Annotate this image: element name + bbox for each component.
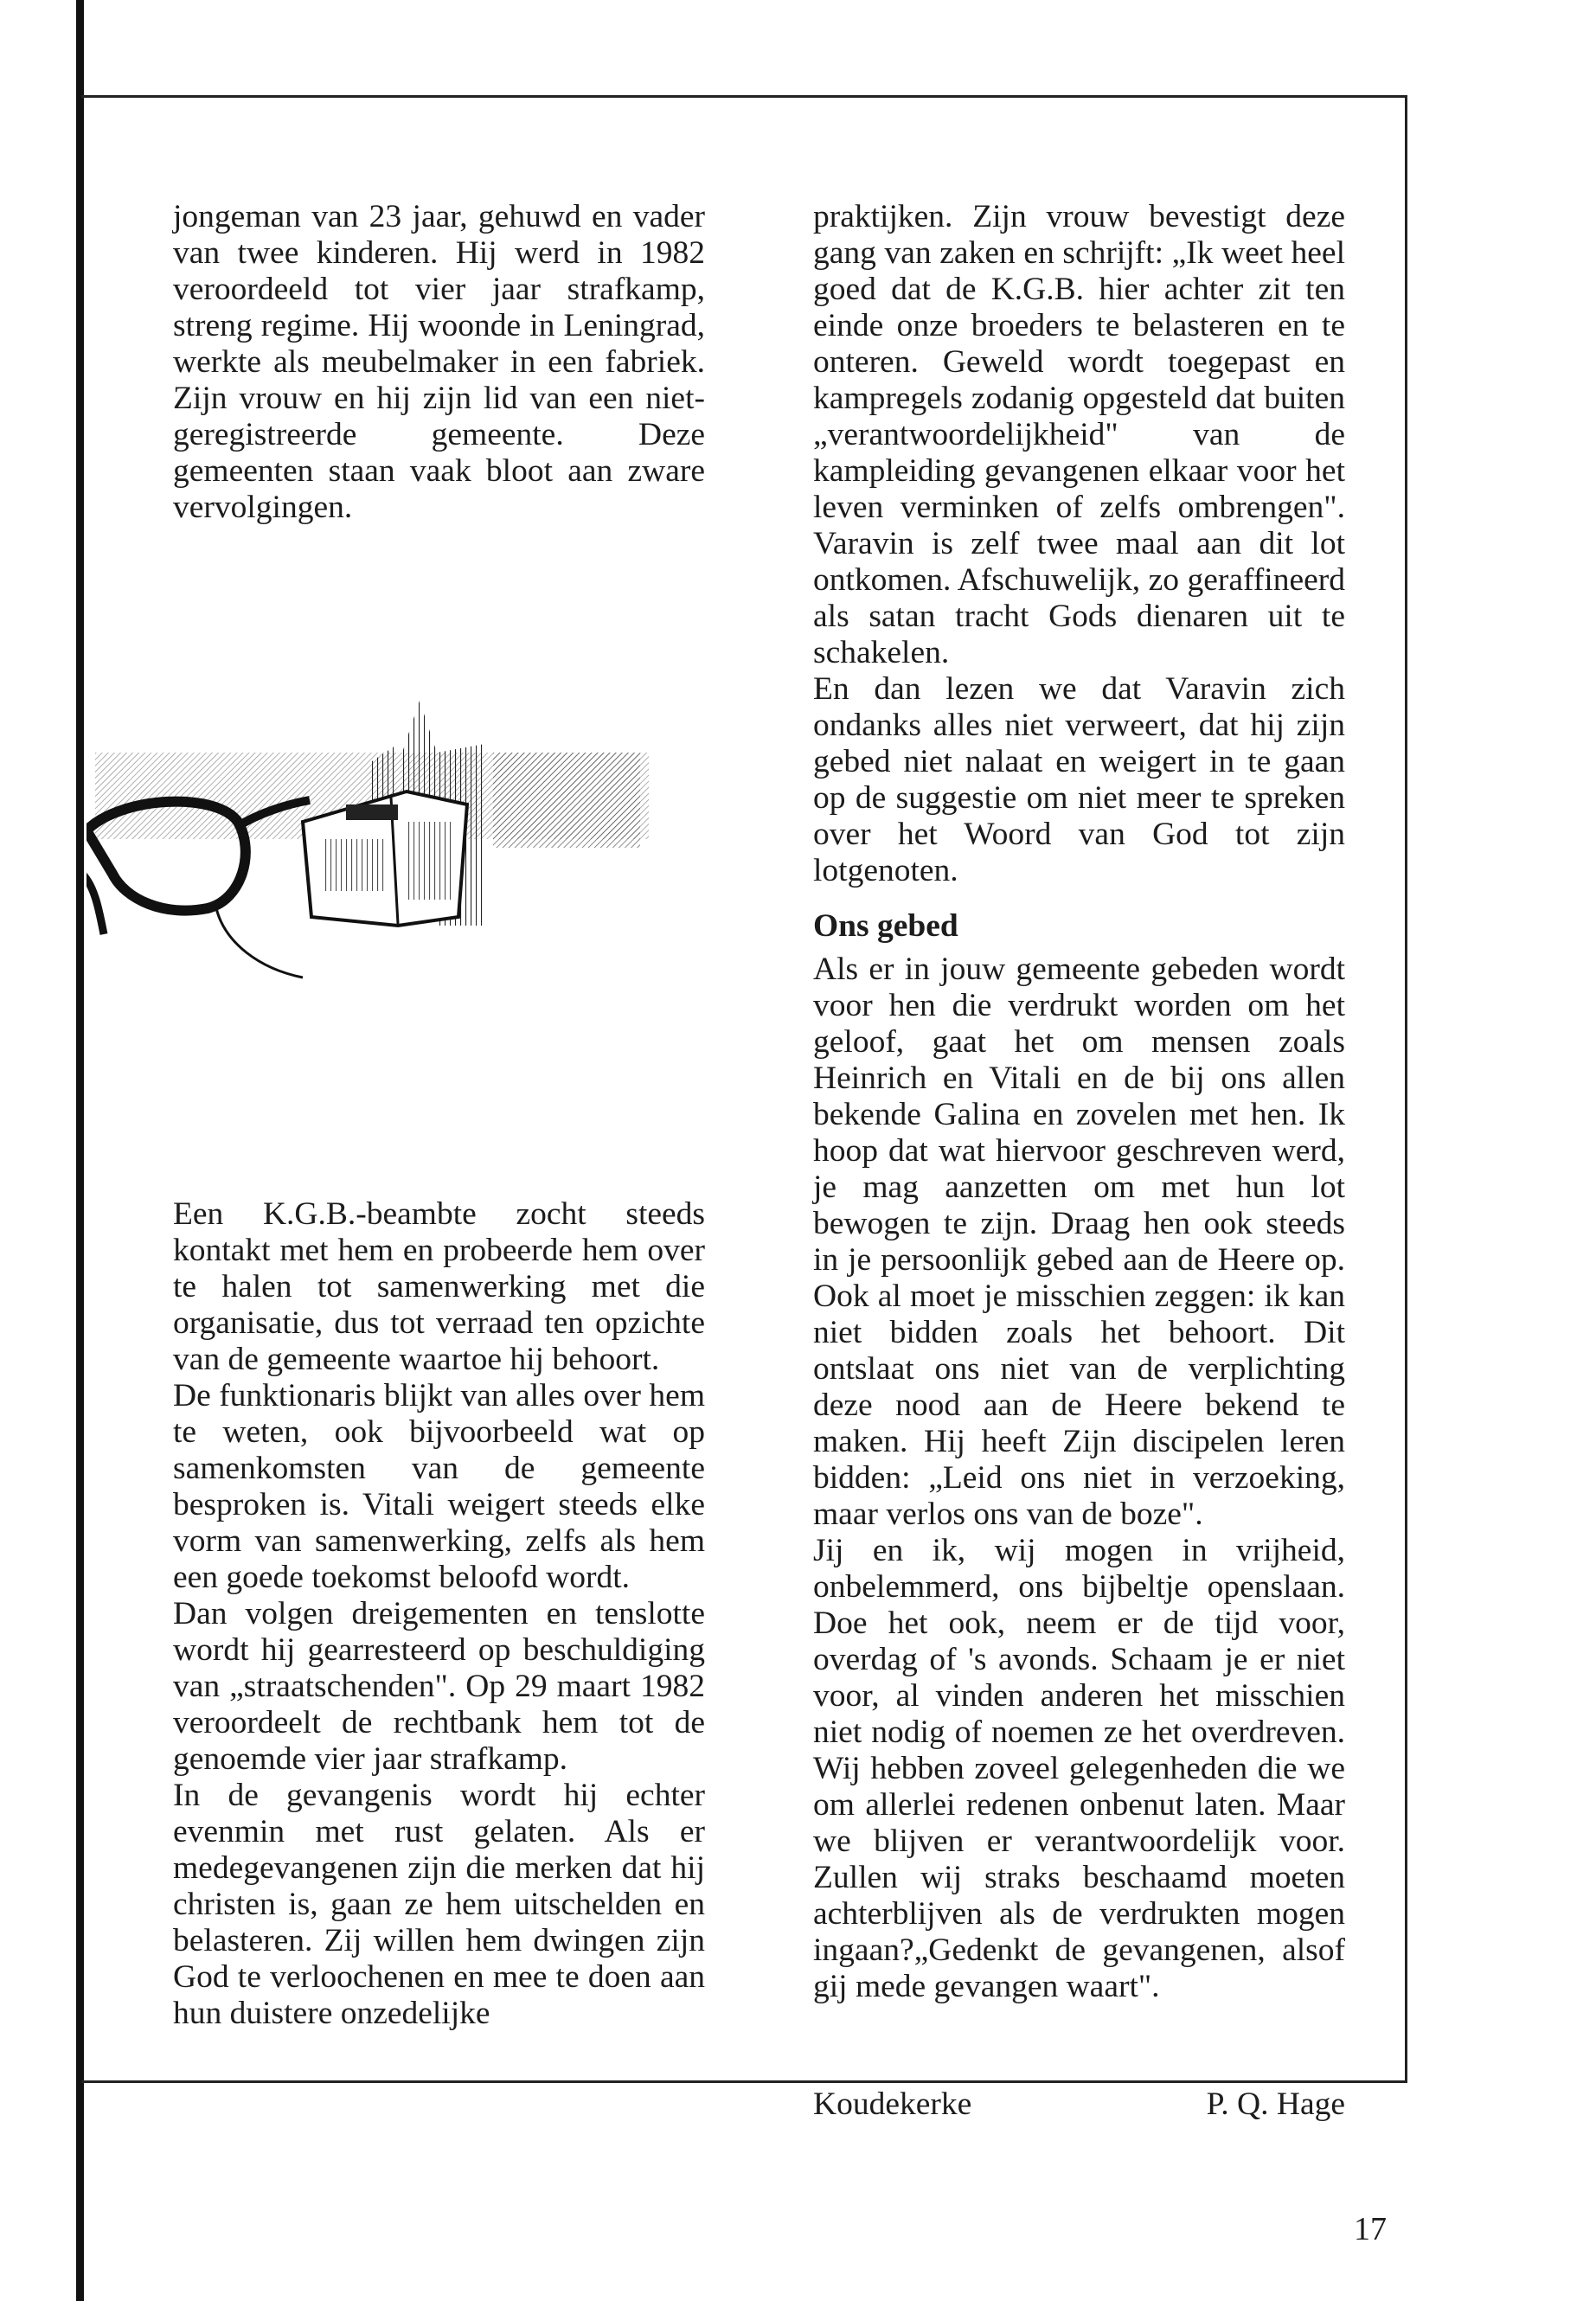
paragraph: In de gevangenis wordt hij echter evenmin met rust gelaten. Als er medegevangenen zijn die merken dat hij christen is, gaan ze hem uitschelden en belasteren. Zij willen hem dwingen zijn God te verloochenen en mee te doen aan hun duistere onzedelijke — [173, 1778, 705, 2031]
paragraph: Dan volgen dreigementen en tenslotte wordt hij gearresteerd op beschuldiging van „straatschenden". Op 29 maart 1982 veroordeelt de rechtbank hem tot de genoemde vier jaar strafkamp. — [173, 1596, 705, 1777]
paragraph: Een K.G.B.-beambte zocht steeds kontakt met hem en probeerde hem over te halen tot samenwerking met die organisatie, dus tot verraad ten opzichte van de gemeente waartoe hij behoort. — [173, 1196, 705, 1377]
newspaper-reader-illustration — [87, 701, 657, 986]
paragraph: Als er in jouw gemeente gebeden wordt voor hen die verdrukt worden om het geloof, gaat het om mensen zoals Heinrich en Vitali en de bij ons allen bekende Galina en zovelen met hen. Ik hoop dat wat hiervoor geschreven werd, je mag aanzetten om met hun lot bewogen te zijn. Draag hen ook steeds in je persoonlijk gebed aan de Heere op. Ook al moet je misschien zeggen: ik kan niet bidden zoals het behoort. Dit ontslaat ons niet van de verplichting deze nood aan de Heere bekend te maken. Hij heeft Zijn discipelen leren bidden: „Leid ons niet in verzoeking, maar verlos ons van de boze". — [813, 952, 1345, 1532]
page-number: 17 — [1354, 2211, 1387, 2247]
paragraph: De funktionaris blijkt van alles over hem te weten, ook bijvoorbeeld wat op samenkomsten van de gemeente besproken is. Vitali weigert steeds elke vorm van samenwerking, zelfs als hem een goede toekomst beloofd wordt. — [173, 1378, 705, 1595]
column-left-top — [173, 199, 705, 526]
paragraph: Jij en ik, wij mogen in vrijheid, onbelemmerd, ons bijbeltje openslaan. Doe het ook, neem er de tijd voor, overdag of 's avonds. Schaam je er niet voor, al vinden anderen het misschien niet nodig of noemen ze het overdreven. Wij hebben zoveel gelegenheden die we om allerlei redenen onbenut laten. Maar we blijven er verantwoordelijk voor. Zullen wij straks beschaamd moeten achterblijven als de verdrukten mogen ingaan?„Gedenkt de gevangenen, alsof gij mede gevangen waart". — [813, 1533, 1345, 2004]
column-left-bottom — [173, 1196, 705, 2032]
signature-name: P. Q. Hage — [1206, 2086, 1345, 2122]
paragraph: jongeman van 23 jaar, gehuwd en vader van twee kinderen. Hij werd in 1982 veroordeeld tot vier jaar strafkamp, streng regime. Hij woonde in Leningrad, werkte als meubelmaker in een fabriek. Zijn vrouw en hij zijn lid van een niet-geregistreerde gemeente. Deze gemeenten staan vaak bloot aan zware vervolgingen. — [173, 199, 705, 525]
section-heading: Ons gebed — [813, 908, 958, 944]
paragraph: En dan lezen we dat Varavin zich ondanks alles niet verweert, dat hij zijn gebed niet nalaat en weigert in te gaan op de suggestie om niet meer te spreken over het Woord van God tot zijn lotgenoten. — [813, 671, 1345, 888]
paragraph: praktijken. Zijn vrouw bevestigt deze gang van zaken en schrijft: „Ik weet heel goed dat de K.G.B. hier achter zit ten einde onze broeders te belasteren en te onteren. Geweld wordt toegepast en kampregels zodanig opgesteld dat buiten „verantwoordelijkheid" van de kampleiding gevangenen elkaar voor het leven verminken of zelfs ombrengen". Varavin is zelf twee maal aan dit lot ontkomen. Afschuwelijk, zo geraffineerd als satan tracht Gods dienaren uit te schakelen. — [813, 199, 1345, 670]
signature-place: Koudekerke — [813, 2086, 972, 2122]
column-right — [813, 199, 1345, 2005]
